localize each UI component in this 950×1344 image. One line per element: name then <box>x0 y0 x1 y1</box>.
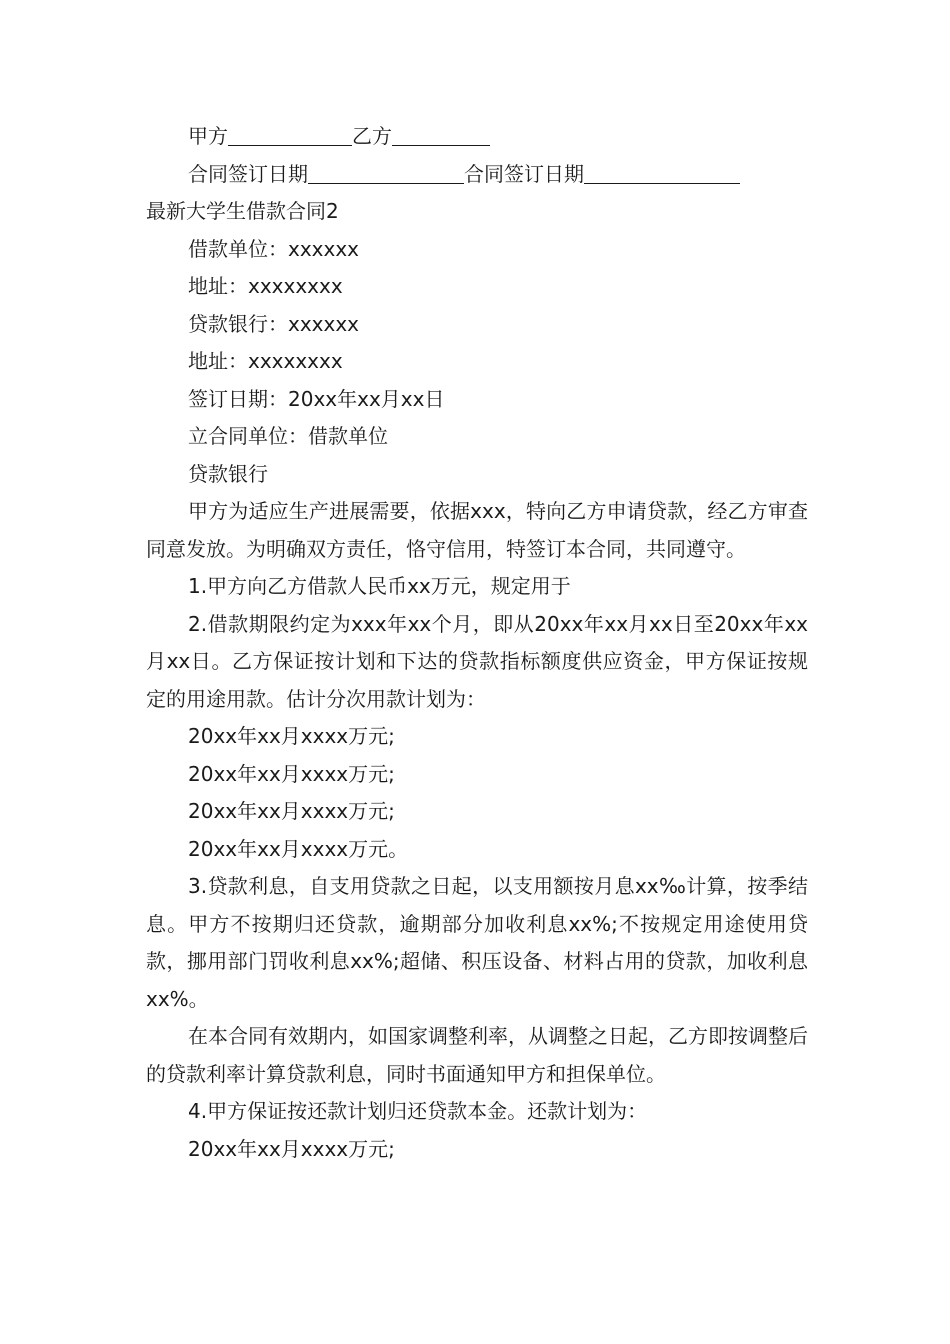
date-blank-2 <box>584 161 740 184</box>
info-lender-bank-2: 贷款银行 <box>188 461 268 486</box>
intro-paragraph: 甲方为适应生产进展需要，依据xxx，特向乙方申请贷款，经乙方审查同意发放。为明确双方责任，恪守信用，特签订本合同，共同遵守。 <box>146 499 808 561</box>
date-label-2: 合同签订日期 <box>464 161 584 186</box>
signature-dates-line <box>146 156 808 194</box>
info-lender-bank: 贷款银行：xxxxxx <box>188 311 360 336</box>
date-blank-1 <box>308 161 464 184</box>
info-borrower-address: 地址：xxxxxxxx <box>188 274 343 298</box>
info-bank-address: 地址：xxxxxxxx <box>188 349 343 373</box>
repayment-item: 20xx年xx月xxxx万元; <box>188 1136 395 1161</box>
info-sign-date: 签订日期：20xx年xx月xx日 <box>188 386 445 411</box>
schedule-item: 20xx年xx月xxxx万元; <box>188 761 395 786</box>
date-label-1: 合同签订日期 <box>188 161 308 186</box>
schedule-item: 20xx年xx月xxxx万元; <box>188 799 395 823</box>
party-b-blank <box>392 123 490 146</box>
schedule-item: 20xx年xx月xxxx万元; <box>188 724 395 748</box>
document-page <box>146 118 808 1168</box>
clause-4: 4.甲方保证按还款计划归还贷款本金。还款计划为： <box>188 1099 648 1123</box>
contract-heading: 最新大学生借款合同2 <box>146 199 339 223</box>
party-a-label: 甲方 <box>188 124 228 148</box>
schedule-item: 20xx年xx月xxxx万元。 <box>188 836 409 861</box>
info-borrower: 借款单位：xxxxxx <box>188 236 360 261</box>
signature-parties-line <box>146 118 808 156</box>
rate-adjust-paragraph: 在本合同有效期内，如国家调整利率，从调整之日起，乙方即按调整后的贷款利率计算贷款利息，同时书面通知甲方和担保单位。 <box>146 1024 808 1086</box>
clause-1: 1.甲方向乙方借款人民币xx万元，规定用于 <box>188 574 571 598</box>
party-b-label: 乙方 <box>352 124 392 148</box>
clause-3: 3.贷款利息，自支用贷款之日起，以支用额按月息xx‰计算，按季结息。甲方不按期归还贷款，逾期部分加收利息xx%;不按规定用途使用贷款，挪用部门罚收利息xx%;超储、积压设备、材料占用的贷款，加收利息xx%。 <box>146 874 808 1011</box>
clause-2: 2.借款期限约定为xxx年xx个月，即从20xx年xx月xx日至20xx年xx月xx日。乙方保证按计划和下达的贷款指标额度供应资金，甲方保证按规定的用途用款。估计分次用款计划为： <box>146 611 808 711</box>
party-a-blank <box>228 123 352 146</box>
info-contract-parties: 立合同单位：借款单位 <box>188 424 388 448</box>
